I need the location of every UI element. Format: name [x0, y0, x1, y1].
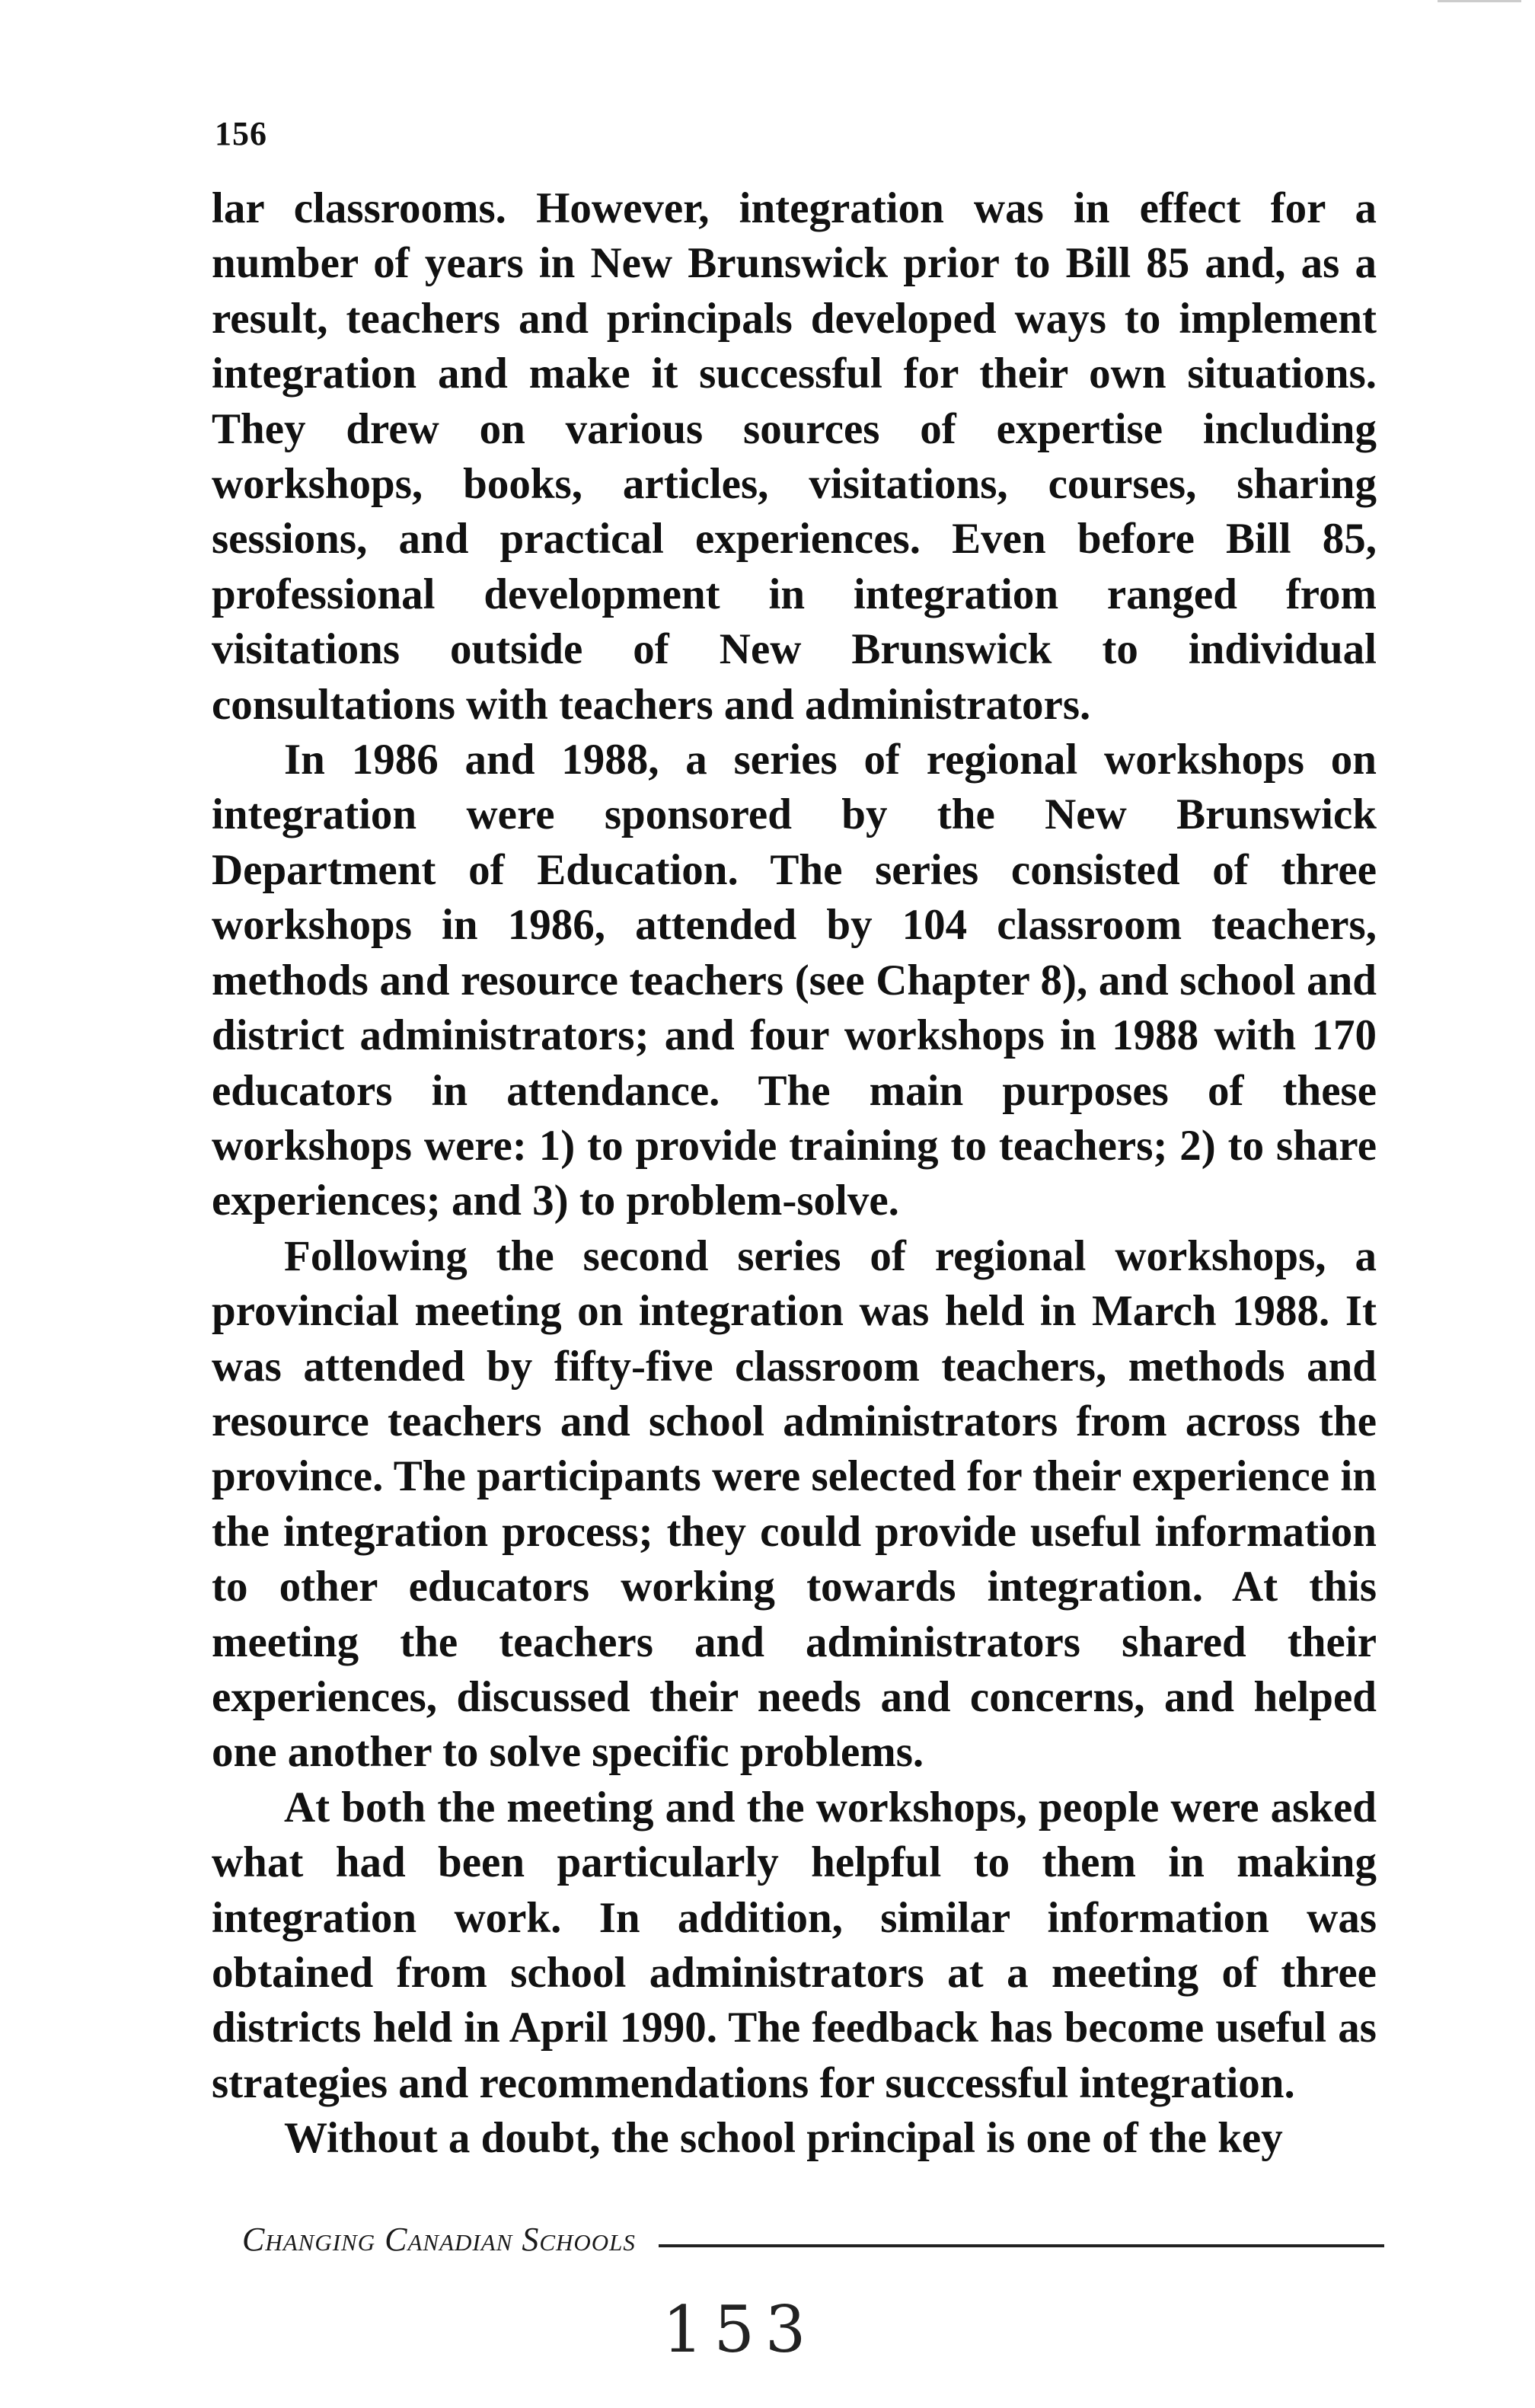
paragraph-3: Following the second series of regional workshops, a provincial meeting on integration was held in March 1988. It was attended by fifty-five classroom teachers, methods and resource teachers and school administrators from across the province. The participants were selected for their experience in the integration process; they could provide useful information to other educators working towards integration. At this meeting the teachers and administrators shared their experiences, discussed their needs and concerns, and helped one another to solve specific problems. [212, 1231, 1377, 1777]
page-number: 156 [215, 115, 267, 152]
book-title: Changing Canadian Schools [242, 2220, 636, 2258]
scan-edge-mark [1438, 0, 1521, 2]
body-text [212, 181, 1377, 2167]
folio-number: 153 [662, 2292, 817, 2367]
paragraph-2: In 1986 and 1988, a series of regional workshops on integration were sponsored by the New Brunswick Department of Education. The series consisted of three workshops in 1986, attended by 104 classroom teachers, methods and resource teachers (see Chapter 8), and school and district administrators; and four workshops in 1988 with 170 educators in attendance. The main purposes of these workshops were: 1) to provide training to teachers; 2) to share experiences; and 3) to problem-solve. [212, 736, 1377, 1225]
paragraph-5: Without a doubt, the school principal is one of the key [284, 2114, 1283, 2163]
paragraph-4: At both the meeting and the workshops, people were asked what had been particularly helpful to them in making integration work. In addition, similar information was obtained from school administrators at a meeting of three districts held in April 1990. The feedback has become useful as strategies and recommendations for successful integration. [212, 1783, 1377, 2107]
running-footer [242, 2208, 1384, 2269]
footer-rule [659, 2244, 1384, 2247]
paragraph-1: lar classrooms. However, integration was in effect for a number of years in New Brunswick prior to Bill 85 and, as a result, teachers and principals developed ways to implement integration and make it successful for their own situations. They drew on various sources of expertise including workshops, books, articles, visitations, courses, sharing sessions, and practical experiences. Even before Bill 85, professional development in integration ranged from visitations outside of New Brunswick to individual consultations with teachers and administrators. [212, 184, 1377, 729]
